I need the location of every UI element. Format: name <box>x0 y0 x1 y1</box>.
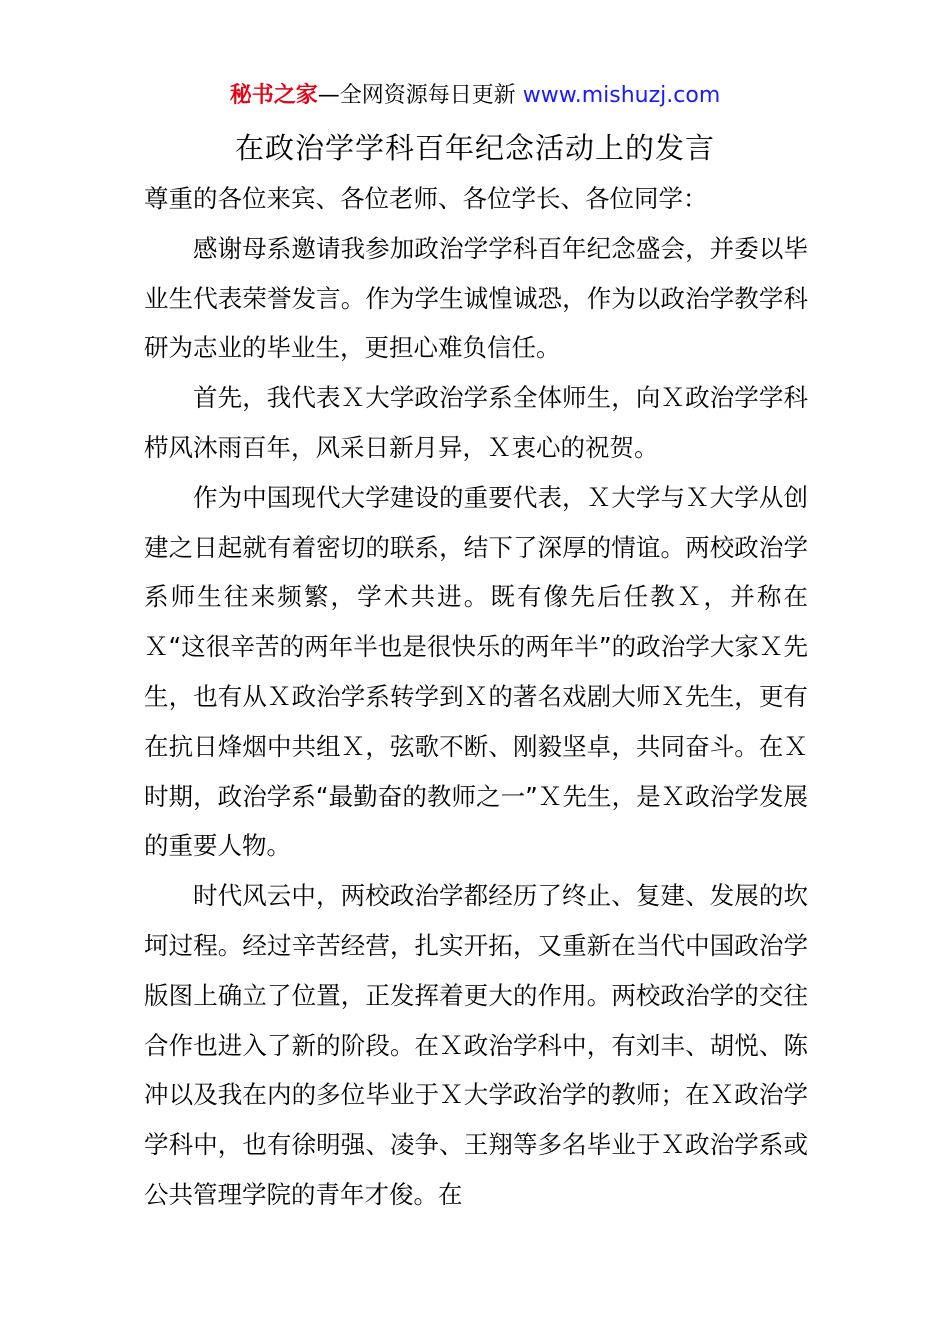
site-brand: 秘书之家 <box>229 83 318 108</box>
salutation: 尊重的各位来宾、各位老师、各位学长、各位同学： <box>144 184 708 213</box>
document-body <box>144 174 808 1220</box>
document-title: 在政治学学科百年纪念活动上的发言 <box>234 131 715 165</box>
paragraph: 作为中国现代大学建设的重要代表，Ｘ大学与Ｘ大学从创建之日起就有着密切的联系，结下了深厚的情谊。两校政治学系师生往来频繁，学术共进。既有像先后任教Ｘ，并称在Ｘ“这很辛苦的两年半也是很快乐的两年半”的政治学大家Ｘ先生，也有从Ｘ政治学系转学到Ｘ的著名戏剧大师Ｘ先生，更有在抗日烽烟中共组Ｘ，弦歌不断、刚毅坚卓，共同奋斗。在Ｘ时期，政治学系“最勤奋的教师之一”Ｘ先生，是Ｘ政治学发展的重要人物。 <box>144 482 808 861</box>
paragraph: 感谢母系邀请我参加政治学学科百年纪念盛会，并委以毕业生代表荣誉发言。作为学生诚惶诚恐，作为以政治学教学科研为志业的毕业生，更担心难负信任。 <box>144 233 808 363</box>
site-tagline: —全网资源每日更新 <box>317 83 516 108</box>
site-url-link[interactable]: www.mishuzj.com <box>522 83 721 108</box>
paragraph: 时代风云中，两校政治学都经历了终止、复建、发展的坎坷过程。经过辛苦经营，扎实开拓，又重新在当代中国政治学版图上确立了位置，正发挥着更大的作用。两校政治学的交往合作也进入了新的阶段。在Ｘ政治学科中，有刘丰、胡悦、陈冲以及我在内的多位毕业于Ｘ大学政治学的教师；在Ｘ政治学学科中，也有徐明强、凌争、王翔等多名毕业于Ｘ政治学系或公共管理学院的青年才俊。在 <box>144 881 808 1209</box>
paragraph: 首先，我代表Ｘ大学政治学系全体师生，向Ｘ政治学学科栉风沐雨百年，风采日新月异，Ｘ衷心的祝贺。 <box>144 383 808 462</box>
site-header <box>0 80 950 112</box>
